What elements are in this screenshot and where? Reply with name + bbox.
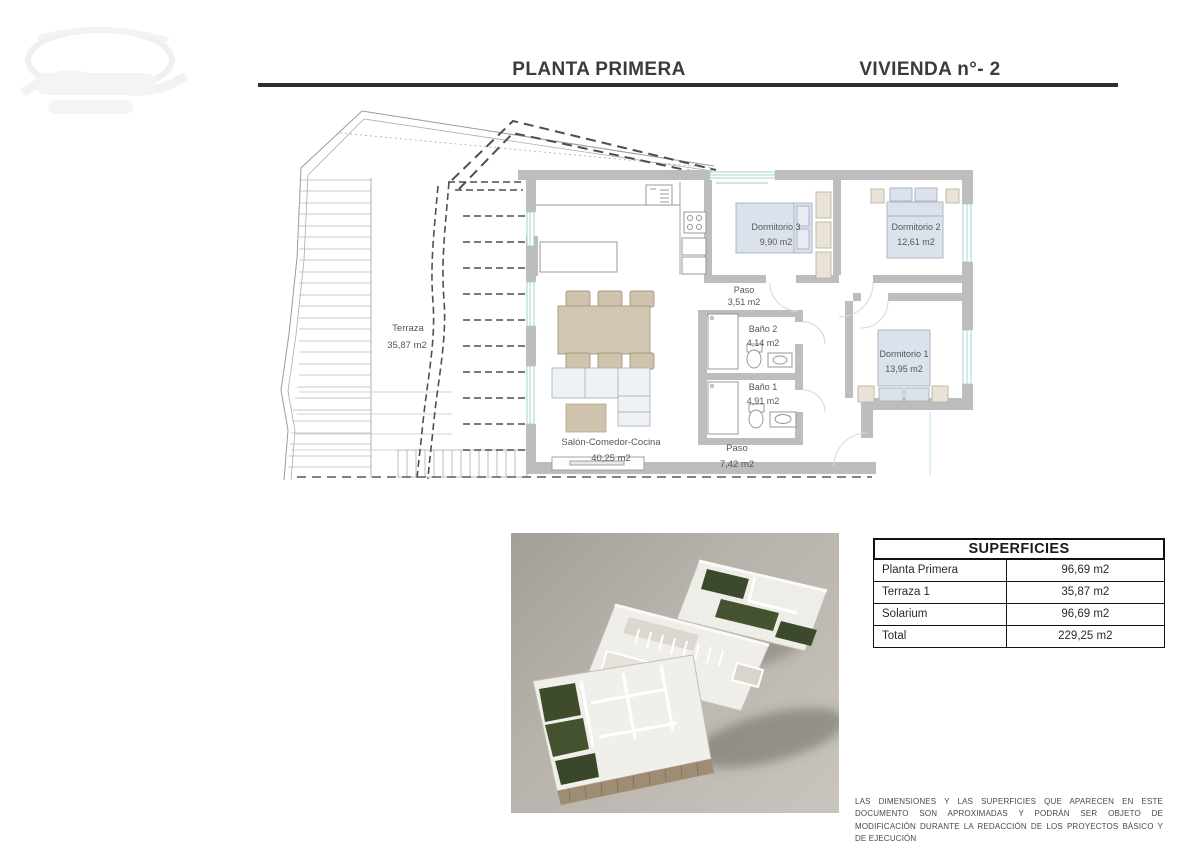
terrace-decking (288, 180, 371, 467)
svg-text:Terraza: Terraza (392, 323, 424, 334)
row-value: 96,69 m2 (1061, 608, 1110, 620)
rug (566, 404, 606, 432)
svg-text:35,87 m2: 35,87 m2 (387, 340, 427, 351)
row-value: 35,87 m2 (1061, 586, 1110, 598)
table-row (873, 582, 1165, 604)
svg-text:7,42 m2: 7,42 m2 (719, 459, 755, 470)
svg-text:4,14 m2: 4,14 m2 (746, 338, 780, 348)
svg-text:4,91 m2: 4,91 m2 (746, 396, 780, 406)
dining-set (558, 291, 654, 369)
svg-text:40,25 m2: 40,25 m2 (591, 453, 631, 464)
svg-text:3,51 m2: 3,51 m2 (727, 297, 761, 307)
table-row (873, 604, 1165, 626)
svg-text:9,90 m2: 9,90 m2 (759, 237, 793, 247)
svg-text:Dormitorio 3: Dormitorio 3 (751, 222, 801, 232)
sheet-title-left: PLANTA PRIMERA (512, 59, 686, 80)
svg-text:Paso: Paso (726, 443, 748, 454)
sheet-title-right: VIVIENDA n°- 2 (859, 59, 1001, 80)
svg-text:Baño 2: Baño 2 (748, 324, 778, 334)
pergola-dashed (417, 182, 526, 479)
surfaces-table (873, 538, 1165, 648)
svg-text:Baño 1: Baño 1 (748, 382, 778, 392)
disclaimer-text: LAS DIMENSIONES Y LAS SUPERFICIES QUE APARECEN EN ESTE DOCUMENTO SON APROXIMADAS Y PODRÁN SER OBJETO DE MODIFICACIÓN DURANTE LA REDACCIÓN DE LOS PROYECTOS BÁSICO Y DE EJECUCIÓN (855, 797, 1163, 844)
room-label-paso2 (720, 443, 754, 470)
room-label-paso1 (728, 285, 761, 307)
row-label: Solarium (874, 604, 1007, 625)
row-label: Planta Primera (874, 560, 1007, 581)
svg-text:Dormitorio 2: Dormitorio 2 (891, 222, 941, 232)
room-labels (387, 222, 940, 470)
surfaces-table-title: SUPERFICIES (873, 538, 1165, 560)
table-row (873, 560, 1165, 582)
render-3d-image (511, 533, 839, 813)
table-row (873, 626, 1165, 648)
room-label-bano2 (747, 324, 780, 348)
row-label: Terraza 1 (874, 582, 1007, 603)
room-label-terraza (387, 323, 427, 351)
closet-dormitorio3 (816, 192, 831, 278)
row-value: 96,69 m2 (1061, 564, 1110, 576)
row-label: Total (874, 626, 1007, 647)
render-ground-plate (533, 655, 714, 805)
svg-text:13,95 m2: 13,95 m2 (885, 364, 923, 374)
room-label-bano1 (747, 382, 780, 406)
row-value: 229,25 m2 (1058, 630, 1113, 642)
kitchen-fixtures (536, 182, 706, 275)
svg-text:Dormitorio 1: Dormitorio 1 (879, 349, 929, 359)
svg-text:Paso: Paso (733, 285, 755, 295)
svg-text:Salón-Comedor-Cocina: Salón-Comedor-Cocina (561, 437, 661, 448)
svg-text:12,61 m2: 12,61 m2 (897, 237, 935, 247)
